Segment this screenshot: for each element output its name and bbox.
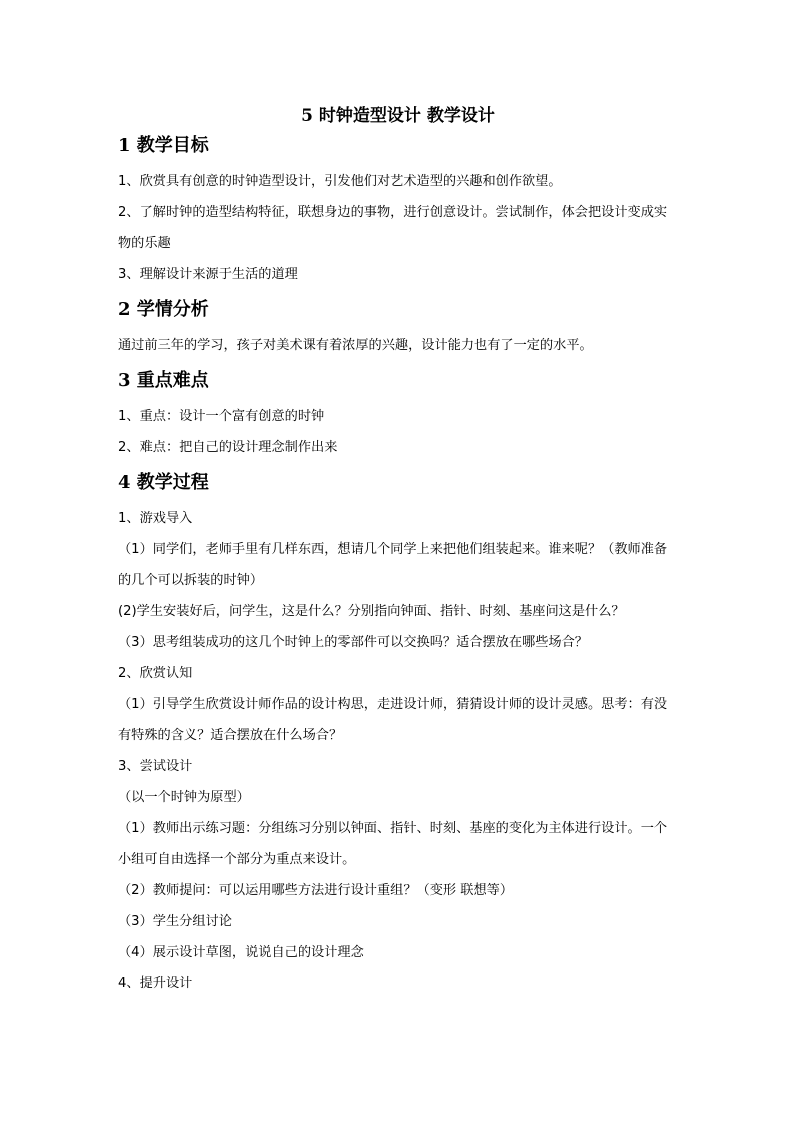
paragraph: （3）思考组装成功的这几个时钟上的零部件可以交换吗？适合摆放在哪些场合？ xyxy=(118,635,588,650)
paragraph: (2)学生安装好后，问学生，这是什么？分别指向钟面、指针、时刻、基座问这是什么？ xyxy=(118,604,625,619)
paragraph: 3、尝试设计 xyxy=(118,759,193,774)
document-page xyxy=(118,100,678,999)
paragraph: 4、提升设计 xyxy=(118,976,193,991)
paragraph: 1、欣赏具有创意的时钟造型设计，引发他们对艺术造型的兴趣和创作欲望。 xyxy=(118,174,562,189)
paragraph: （1）引导学生欣赏设计师作品的设计构思，走进设计师，猜猜设计师的设计灵感。思考：有没有特殊的含义？适合摆放在什么场合？ xyxy=(118,697,668,743)
paragraph: 2、欣赏认知 xyxy=(118,666,193,681)
paragraph: 通过前三年的学习，孩子对美术课有着浓厚的兴趣，设计能力也有了一定的水平。 xyxy=(118,338,593,353)
paragraph: （1）教师出示练习题：分组练习分别以钟面、指针、时刻、基座的变化为主体进行设计。一个小组可自由选择一个部分为重点来设计。 xyxy=(118,821,668,867)
paragraph: （以一个时钟为原型） xyxy=(118,790,250,805)
paragraph: 2、了解时钟的造型结构特征，联想身边的事物，进行创意设计。尝试制作，体会把设计变成实物的乐趣 xyxy=(118,205,668,251)
paragraph: 3、理解设计来源于生活的道理 xyxy=(118,267,298,282)
section-heading-key-points: 3 重点难点 xyxy=(118,370,209,391)
paragraph: 1、游戏导入 xyxy=(118,511,193,526)
document-title: 5 时钟造型设计 教学设计 xyxy=(301,106,495,126)
section-heading-teaching-process: 4 教学过程 xyxy=(118,472,209,493)
paragraph: 2、难点：把自己的设计理念制作出来 xyxy=(118,440,338,455)
paragraph: 1、重点：设计一个富有创意的时钟 xyxy=(118,409,325,424)
paragraph: （2）教师提问：可以运用哪些方法进行设计重组？（变形 联想等） xyxy=(118,883,514,898)
paragraph: （3）学生分组讨论 xyxy=(118,914,232,929)
paragraph: （1）同学们，老师手里有几样东西，想请几个同学上来把他们组装起来。谁来呢？（教师准备的几个可以拆装的时钟） xyxy=(118,542,668,588)
section-heading-student-analysis: 2 学情分析 xyxy=(118,299,209,320)
section-heading-teaching-goals: 1 教学目标 xyxy=(118,135,209,156)
paragraph: （4）展示设计草图，说说自己的设计理念 xyxy=(118,945,364,960)
